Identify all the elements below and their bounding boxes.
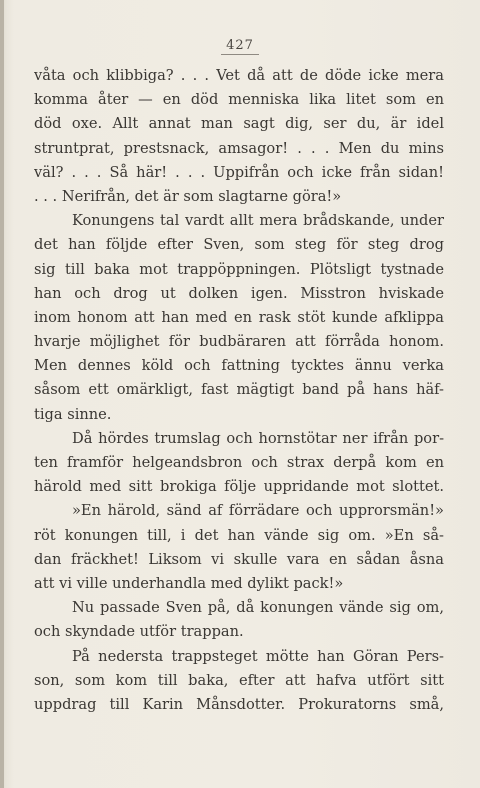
text-line: son, som kom till baka, efter att hafva utfört sitt [34, 671, 444, 689]
text-line: uppdrag till Karin Månsdotter. Prokuratorns små, [34, 695, 444, 713]
page-spine-edge [0, 0, 4, 788]
page-number: 427 [226, 38, 254, 53]
text-line: ten framför helgeandsbron och strax derpå kom en [34, 454, 444, 471]
text-line: att vi ville underhandla med dylikt pack!» [34, 574, 344, 592]
text-line: inom honom att han med en rask stöt kunde afklippa [34, 308, 444, 326]
text-line: sig till baka mot trappöppningen. Plötsligt tystnade [34, 260, 444, 278]
text-line: och skyndade utför trappan. [34, 623, 244, 641]
text-line: . . . Nerifrån, det är som slagtarne göra!» [34, 187, 342, 205]
text-line: dan fräckhet! Liksom vi skulle vara en sådan åsna [34, 550, 444, 568]
text-line: Men dennes köld och fattning tycktes ännu verka [34, 357, 444, 375]
text-line: struntprat, prestsnack, amsagor! . . . Men du mins [34, 139, 444, 157]
page-number-rule [221, 54, 259, 55]
text-line: väl? . . . Så här! . . . Uppifrån och icke från sidan! [34, 163, 444, 181]
text-line: död oxe. Allt annat man sagt dig, ser du, är idel [34, 115, 444, 133]
text-line: det han följde efter Sven, som steg för steg drog [34, 236, 444, 254]
text-line: han och drog ut dolken igen. Misstron hviskade [34, 284, 444, 302]
text-line: våta och klibbiga? . . . Vet då att de döde icke mera [34, 67, 444, 84]
text-line: »En härold, sänd af förrädare och upprorsmän!» [72, 502, 444, 520]
text-line: härold med sitt brokiga följe uppridande mot slottet. [34, 478, 444, 496]
text-line: På nedersta trappsteget mötte han Göran Pers- [72, 647, 444, 665]
body-text [34, 64, 444, 717]
text-line: Konungens tal vardt allt mera brådskande, under [72, 212, 444, 230]
text-line: röt konungen till, i det han vände sig om. »En så- [34, 526, 444, 544]
text-line: Nu passade Sven på, då konungen vände sig om, [72, 599, 444, 617]
text-line: tiga sinne. [34, 405, 112, 423]
text-line: Då hördes trumslag och hornstötar ner ifrån por- [72, 429, 444, 447]
text-line: komma åter — en död menniska lika litet som en [34, 91, 444, 109]
text-line: hvarje möjlighet för budbäraren att förråda honom. [34, 333, 444, 351]
text-line: såsom ett omärkligt, fast mägtigt band på hans häf- [34, 381, 444, 399]
